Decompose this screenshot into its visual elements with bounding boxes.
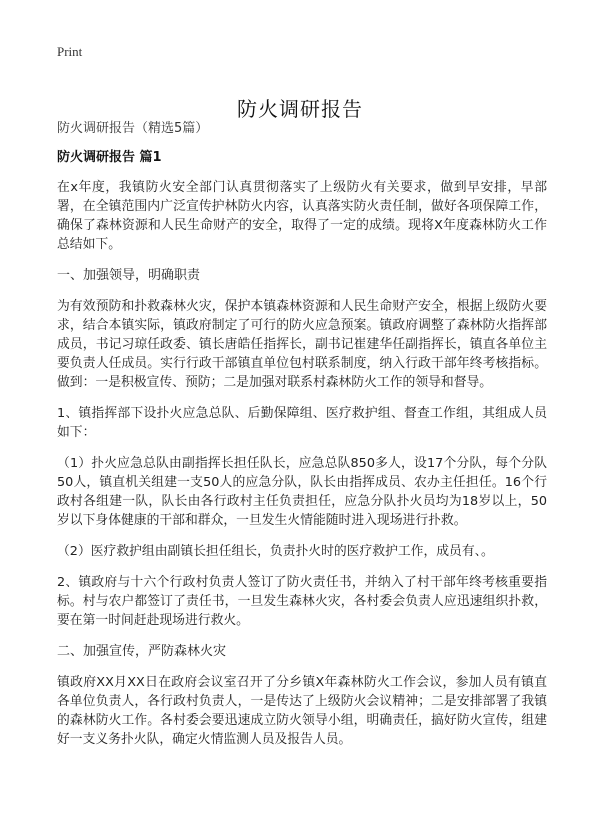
paragraph-emergency-team: （1）扑火应急总队由副指挥长担任队长，应急总队850多人，设17个分队，每个分队50人，镇直机关组建一支50人的应急分队，队长由指挥成员、农办主任担任。16个行政村各组建一队，队长由各行政村主任负责担任，应急分队扑火员均为18岁以上，50岁以下身体健康的干部和群众，一旦发生火情能随时进入现场进行扑救。 bbox=[57, 456, 547, 528]
print-label: Print bbox=[57, 44, 83, 59]
paragraph-meeting: 镇政府XX月XX日在政府会议室召开了分乡镇X年森林防火工作会议，参加人员有镇直各单位负责人，各行政村负责人，一是传达了上级防火会议精神；二是安排部署了我镇的森林防火工作。各村委会要迅速成立防火领导小组，明确责任，搞好防火宣传，组建好一支义务扑火队，确定火情监测人员及报告人员。 bbox=[57, 675, 547, 747]
document-subtitle: 防火调研报告（精选5篇） bbox=[57, 121, 209, 136]
paragraph-intro: 在x年度，我镇防火安全部门认真贯彻落实了上级防火有关要求，做到早安排，早部署，在全镇范围内广泛宣传护林防火内容，认真落实防火责任制，做好各项保障工作，确保了森林资源和人民生命财产的安全，取得了一定的成绩。现将X年度森林防火工作总结如下。 bbox=[57, 180, 547, 252]
paragraph-medical-team: （2）医疗救护组由副镇长担任组长，负责扑火时的医疗救护工作，成员有、。 bbox=[57, 544, 494, 559]
heading-publicity: 二、加强宣传，严防森林火灾 bbox=[57, 644, 227, 659]
paragraph-command-structure: 1、镇指挥部下设扑火应急总队、后勤保障组、医疗救护组、督查工作组，其组成人员如下： bbox=[57, 406, 547, 440]
document-body bbox=[57, 120, 547, 761]
document-title: 防火调研报告 bbox=[237, 97, 363, 122]
heading-leadership: 一、加强领导，明确职责 bbox=[57, 268, 201, 283]
section-heading: 防火调研报告 篇1 bbox=[57, 150, 162, 165]
paragraph-leadership: 为有效预防和扑救森林火灾，保护本镇森林资源和人民生命财产安全，根据上级防火要求，结合本镇实际，镇政府制定了可行的防火应急预案。镇政府调整了森林防火指挥部成员，书记习琼任政委、镇长唐皓任指挥长，副书记崔建华任副指挥长，镇直各单位主要负责人任成员。实行行政干部镇直单位包村联系制度，纳入行政干部年终考核指标。做到：一是积极宣传、预防；二是加强对联系村森林防火工作的领导和督导。 bbox=[57, 299, 547, 390]
paragraph-responsibility: 2、镇政府与十六个行政村负责人签订了防火责任书，并纳入了村干部年终考核重要指标。村与农户都签订了责任书，一旦发生森林火灾，各村委会负责人应迅速组织扑救，要在第一时间赶赴现场进行救火。 bbox=[57, 575, 547, 628]
